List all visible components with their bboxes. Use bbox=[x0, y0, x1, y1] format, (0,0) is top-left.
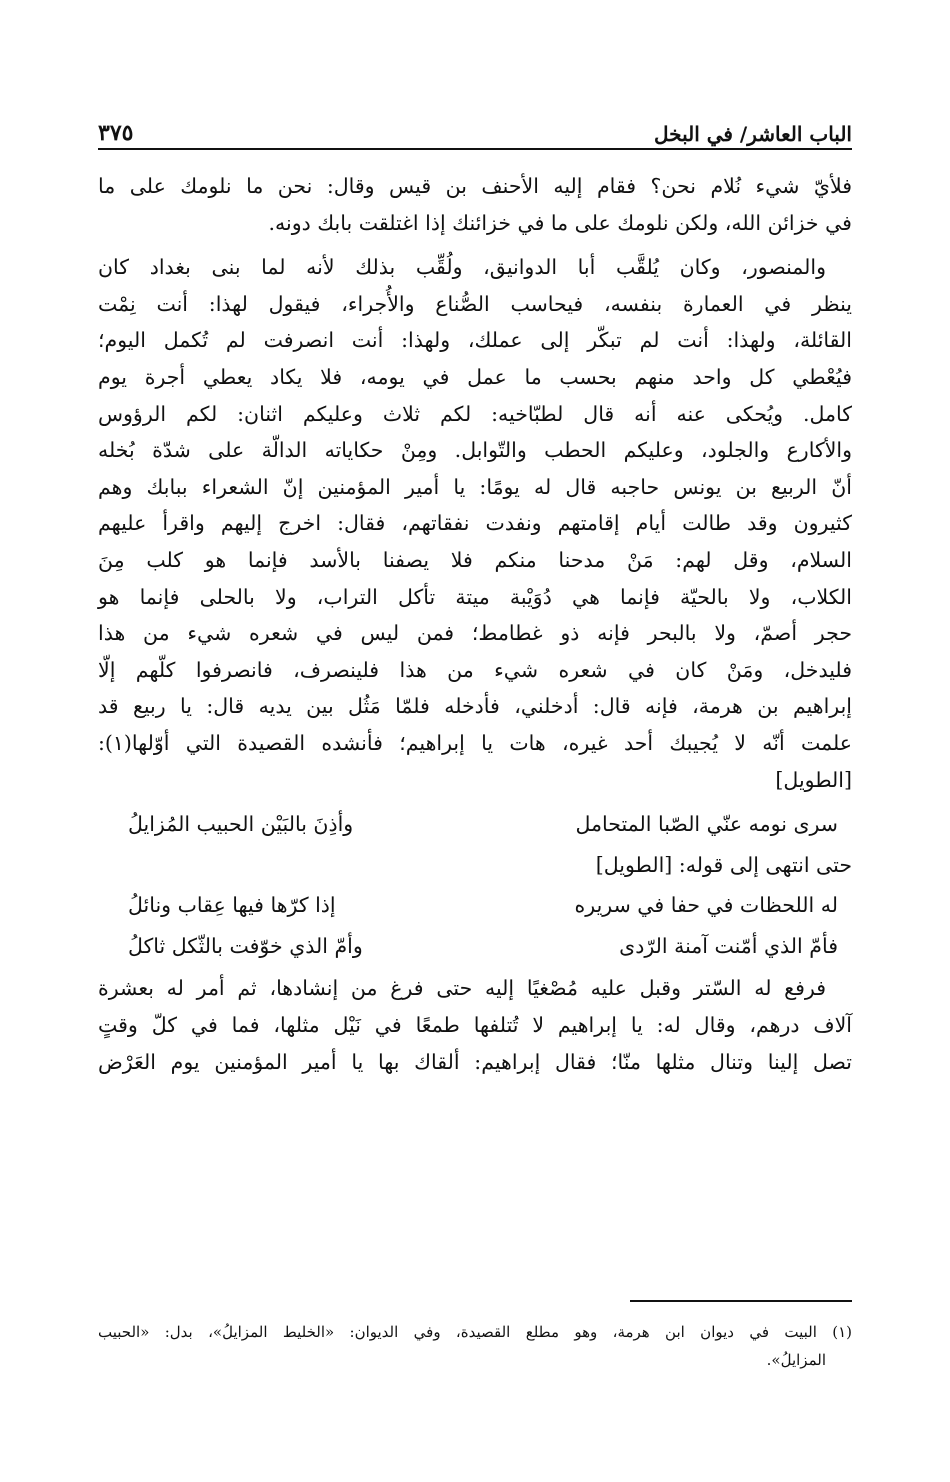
text-line: إبراهيم بن هرمة، فإنه قال: أدخلني، فأدخله فلمّا مَثُل بين يديه قال: يا ربيع قد bbox=[98, 694, 852, 719]
text-line: آلاف درهم، وقال له: يا إبراهيم لا تُتلفها طمعًا في نَيْل مثلها، فما في كلّ وقتٍ bbox=[98, 1013, 852, 1038]
footnote bbox=[98, 1318, 852, 1374]
verse-second-hemistich: وأمّ الذي خوّفت بالثّكل ثاكلُ bbox=[128, 933, 363, 958]
text-line: ينظر في العمارة بنفسه، فيحاسب الصُّناع والأُجراء، فيقول لهذا: أنت نِمْت bbox=[98, 291, 852, 316]
text-line: أنّ الربيع بن يونس حاجبه قال له يومًا: يا أمير المؤمنين إنّ الشعراء ببابك وهم bbox=[98, 474, 852, 499]
text-line: الكلاب، ولا بالحيّة فإنما هي دُوَيْبة ميتة تأكل التراب، ولا بالحلى فإنما هو bbox=[98, 584, 852, 609]
transition-line: حتى انتهى إلى قوله: [الطويل] bbox=[595, 852, 852, 877]
text-line: كثيرون وقد طالت أيام إقامتهم ونفدت نفقاتهم، فقال: اخرج إليهم واقرأ عليهم bbox=[98, 511, 852, 536]
verse-second-hemistich: وأذِنَ بالبَيْن الحبيب المُزايلُ bbox=[128, 812, 354, 837]
meter-label: [الطويل] bbox=[775, 767, 852, 792]
text-line: حجر أصمّ، ولا بالبحر فإنه ذو غطامط؛ فمن ليس في شعره شيء من هذا bbox=[98, 621, 852, 646]
running-header bbox=[98, 112, 852, 146]
main-text bbox=[98, 168, 852, 1088]
verse-first-hemistich: سرى نومه عنّي الصّبا المتحامل bbox=[575, 812, 838, 837]
text-line: في خزائن الله، ولكن نلومك على ما في خزائنك إذا اغتلقت بابك دونه. bbox=[268, 210, 852, 235]
text-line: كامل. ويُحكى عنه أنه قال لطبّاخيه: لكم ثلاث وعليكم اثنان: لكم الرؤوس bbox=[98, 401, 852, 426]
footnote-line: (١) البيت في ديوان ابن هرمة، وهو مطلع القصيدة، وفي الديوان: «الخليط المزايلُ»، بدل: «الحبيب bbox=[98, 1323, 852, 1341]
poem-verse bbox=[98, 887, 852, 924]
verse-first-hemistich: له اللحظات في حفا في سريره bbox=[574, 893, 838, 918]
verse-first-hemistich: فأمّ الذي أمّنت آمنة الرّدى bbox=[619, 933, 838, 958]
chapter-title: الباب العاشر/ في البخل bbox=[654, 122, 852, 146]
text-line: فلأيّ شيء نُلام نحن؟ فقام إليه الأحنف بن قيس وقال: نحن ما نلومك على ما bbox=[98, 174, 852, 198]
header-rule bbox=[98, 148, 852, 150]
text-line: فليدخل، ومَنْ كان في شعره شيء من هذا فلينصرف، فانصرفوا كلّهم إلّا bbox=[98, 657, 852, 682]
paragraph-3 bbox=[98, 970, 852, 1080]
paragraph-2 bbox=[98, 249, 852, 798]
footnote-separator bbox=[630, 1300, 852, 1302]
text-line: فيُعْطي كل واحد منهم بحسب ما عمل في يومه، فلا يكاد يعطي أجرة يوم bbox=[98, 364, 852, 389]
paragraph-1 bbox=[98, 168, 852, 241]
text-line: فرفع له السّتر وقبل عليه مُصْغيًا إليه حتى فرغ من إنشادها، ثم أمر له بعشرة bbox=[98, 976, 826, 1001]
text-line: والمنصور، وكان يُلقَّب أبا الدوانيق، ولُقِّب بذلك لأنه لما بنى بغداد كان bbox=[98, 255, 826, 280]
poem-verse bbox=[98, 928, 852, 965]
footnote-line: المزايلُ». bbox=[766, 1351, 826, 1369]
text-line: السلام، وقل لهم: مَنْ مدحنا منكم فلا يصفنا بالأسد فإنما هو كلب مِنَ bbox=[98, 547, 852, 572]
verse-second-hemistich: إذا كرّها فيها عِقاب ونائلُ bbox=[128, 893, 336, 918]
text-line: علمت أنّه لا يُجيبك أحد غيره، هات يا إبراهيم؛ فأنشده القصيدة التي أوّلها(١): bbox=[98, 730, 852, 755]
poem-verse bbox=[98, 806, 852, 843]
page-number: ٣٧٥ bbox=[98, 120, 134, 146]
text-line: القائلة، ولهذا: أنت لم تبكّر إلى عملك، ولهذا: أنت انصرفت لم تُكمل اليوم؛ bbox=[98, 328, 852, 353]
text-line: تصل إلينا وتنال مثلها منّا؛ فقال إبراهيم: ألقاك بها يا أمير المؤمنين يوم العَرْض bbox=[98, 1049, 852, 1074]
text-line: والأكارع والجلود، وعليكم الحطب والتّوابل. ومِنْ حكاياته الدالّة على شدّة بُخله bbox=[98, 438, 852, 463]
